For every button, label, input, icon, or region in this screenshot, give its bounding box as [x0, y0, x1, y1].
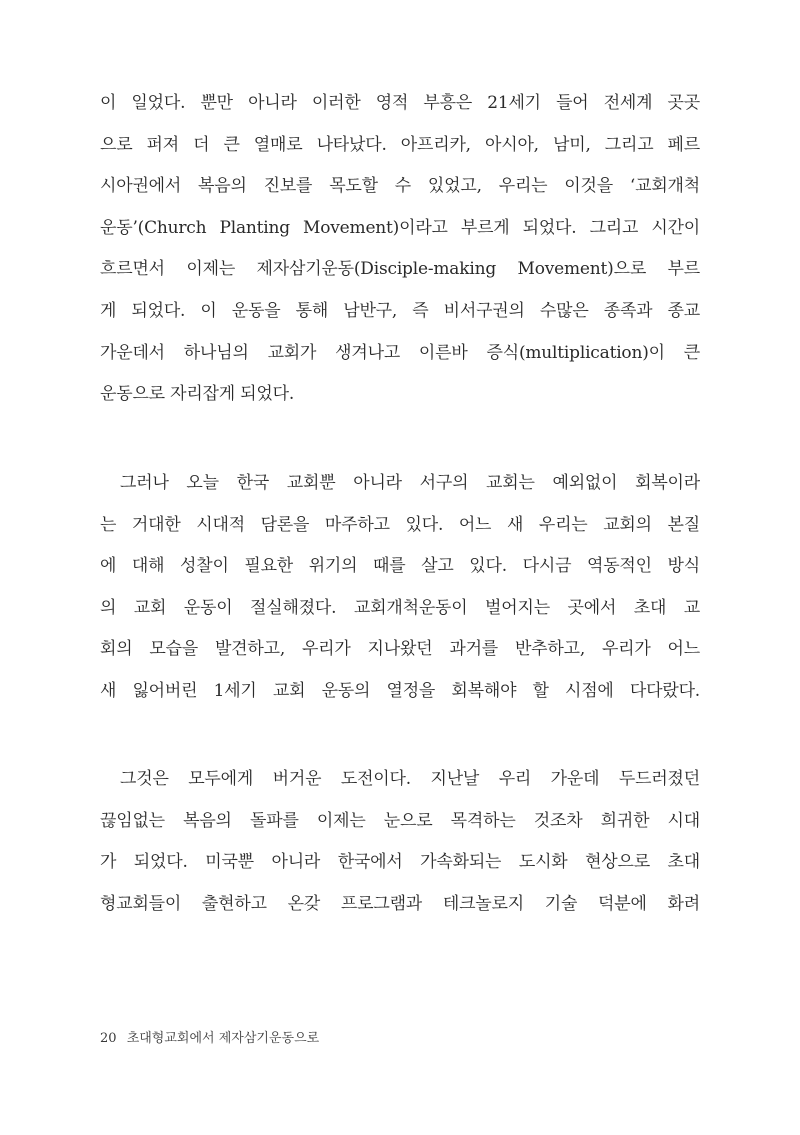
page-footer: [100, 1027, 319, 1046]
paragraph-1: [100, 83, 700, 416]
text-line: 그러나 오늘 한국 교회뿐 아니라 서구의 교회는 예외없이 회복이라: [120, 473, 700, 493]
text-line: 가운데서 하나님의 교회가 생겨나고 이른바 증식(multiplication)이 큰: [100, 342, 700, 363]
paragraph-2: [100, 463, 700, 713]
text-line: 새 잃어버린 1세기 교회 운동의 열정을 회복해야 할 시점에 다다랐다.: [100, 680, 700, 701]
text-line: 그것은 모두에게 버거운 도전이다. 지난날 우리 가운데 두드러졌던: [120, 769, 700, 789]
text-line: 이 일었다. 뿐만 아니라 이러한 영적 부흥은 21세기 들어 전세계 곳곳: [100, 93, 700, 113]
text-line: 운동으로 자리잡게 되었다.: [100, 384, 295, 405]
text-line: 에 대해 성찰이 필요한 위기의 때를 살고 있다. 다시금 역동적인 방식: [100, 556, 700, 577]
text-line: 의 교회 운동이 절실해졌다. 교회개척운동이 벌어지는 곳에서 초대 교: [100, 597, 700, 618]
page-number: 20: [100, 1031, 117, 1046]
text-line: 흐르면서 이제는 제자삼기운동(Disciple-making Movement)으로 부르: [100, 259, 700, 280]
running-title: 초대형교회에서 제자삼기운동으로: [126, 1031, 320, 1046]
text-line: 시아권에서 복음의 진보를 목도할 수 있었고, 우리는 이것을 ‘교회개척: [100, 176, 700, 197]
text-line: 끊임없는 복음의 돌파를 이제는 눈으로 목격하는 것조차 희귀한 시대: [100, 810, 700, 831]
text-line: 가 되었다. 미국뿐 아니라 한국에서 가속화되는 도시화 현상으로 초대: [100, 852, 700, 873]
paragraph-3: [100, 759, 700, 925]
text-line: 형교회들이 출현하고 온갖 프로그램과 테크놀로지 기술 덕분에 화려: [100, 893, 700, 914]
text-line: 회의 모습을 발견하고, 우리가 지나왔던 과거를 반추하고, 우리가 어느: [100, 639, 700, 660]
text-line: 운동’(Church Planting Movement)이라고 부르게 되었다. 그리고 시간이: [100, 217, 700, 238]
text-line: 으로 퍼져 더 큰 열매로 나타났다. 아프리카, 아시아, 남미, 그리고 페르: [100, 134, 700, 155]
text-line: 는 거대한 시대적 담론을 마주하고 있다. 어느 새 우리는 교회의 본질: [100, 514, 700, 535]
text-line: 게 되었다. 이 운동을 통해 남반구, 즉 비서구권의 수많은 종족과 종교: [100, 300, 700, 321]
